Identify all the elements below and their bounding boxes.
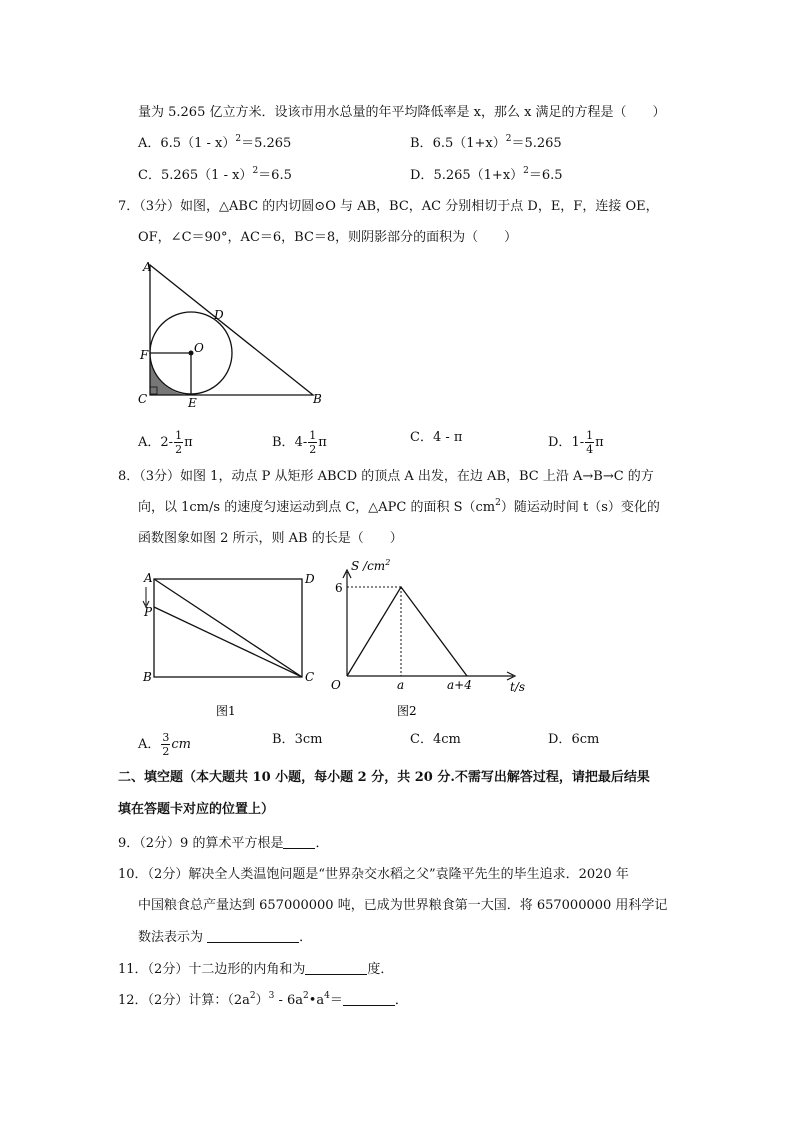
q6-stem-continuation: 量为 5.265 亿立方米．设该市用水总量的年平均降低率是 x，那么 x 满足的方程是（ ） <box>138 105 666 120</box>
q7-option-b: B．4- $\frac{1}{2}$ π <box>272 429 327 456</box>
label-f: F <box>140 348 149 362</box>
x-tick-a: a <box>397 678 405 692</box>
q8-figure2-graph <box>325 558 540 725</box>
x-axis-label: t/s <box>510 680 526 694</box>
label-d: D <box>214 308 224 322</box>
figure1-caption: 图1 <box>216 704 236 718</box>
q8-option-a: A． $\frac{3}{2}$ cm <box>138 731 191 758</box>
origin-label: O <box>331 678 341 692</box>
x-tick-a-plus-4: a+4 <box>447 678 472 692</box>
label-c: C <box>305 670 315 684</box>
center-point <box>189 351 194 356</box>
q10-stem-line2: 中国粮食总产量达到 657000000 吨，已成为世界粮食第一大国．将 657000000 用科学记 <box>138 898 668 913</box>
y-tick-6: 6 <box>335 581 343 595</box>
q10-answer-blank[interactable] <box>207 928 299 943</box>
y-axis-label: S $/cm^2$ <box>351 558 391 573</box>
q12-stem: 12．（2分）计算：$(2a^2)^3$ - $6a^2•a^4=$ ． <box>118 991 408 1008</box>
q12-answer-blank[interactable] <box>343 991 395 1006</box>
label-c: C <box>138 392 148 406</box>
q10-stem-line3: 数法表示为 ． <box>138 930 313 945</box>
q8-stem-line1: 8．（3分）如图 1，动点 P 从矩形 ABCD 的顶点 A 出发，在边 AB，BC 上沿 A→B→C 的方 <box>118 469 654 484</box>
label-b: B <box>313 392 322 406</box>
q6-option-c: C．5.265（1 - x）$^2$＝6.5 <box>138 166 292 183</box>
q6-option-a: A．6.5（1 - x）$^2$＝5.265 <box>138 134 292 151</box>
q7-stem-line2: OF，∠C＝90°，AC＝6，BC＝8，则阴影部分的面积为（ ） <box>138 230 518 245</box>
figure2-caption: 图2 <box>397 704 417 718</box>
q8-option-c: C．4cm <box>410 732 461 747</box>
label-a: A <box>144 571 153 585</box>
q7-option-d: D．1- $\frac{1}{4}$ π <box>548 429 604 456</box>
label-d: D <box>305 572 315 586</box>
triangle-abc <box>150 265 313 395</box>
label-a: A <box>143 260 152 274</box>
q7-stem-line1: 7．（3分）如图，△ABC 的内切圆⊙O 与 AB，BC，AC 分别相切于点 D，E，F，连接 OE， <box>118 199 659 214</box>
graph-line <box>347 587 467 676</box>
q6-option-b: B．$6.5(1+x)^2=5.265$ <box>410 134 562 151</box>
q9-stem: 9．（2分）9 的算术平方根是 ． <box>118 836 329 851</box>
q11-stem: 11．（2分）十二边形的内角和为 度． <box>118 962 394 977</box>
section2-heading-line2: 填在答题卡对应的位置上） <box>118 802 275 817</box>
q8-stem-line3: 函数图象如图 2 所示，则 AB 的长是（ ） <box>138 531 403 546</box>
q9-answer-blank[interactable] <box>283 834 315 849</box>
q7-triangle-figure <box>130 255 340 415</box>
segment-pc <box>154 607 302 677</box>
q6-option-d: D．$5.265(1+x)^2=6.5$ <box>410 166 563 183</box>
q7-option-a: A．2- $\frac{1}{2}$ π <box>138 429 193 456</box>
q8-option-b: B．3cm <box>272 732 323 747</box>
label-p: P <box>144 605 153 619</box>
q7-option-c: C．4 - π <box>410 430 463 445</box>
segment-ac <box>154 579 302 677</box>
label-b: B <box>143 670 152 684</box>
q11-answer-blank[interactable] <box>305 960 367 975</box>
q10-stem-line1: 10．（2分）解决全人类温饱问题是“世界杂交水稻之父”袁隆平先生的毕生追求．2020 年 <box>118 867 629 882</box>
label-e: E <box>188 396 197 410</box>
q8-stem-line2: 向，以 1cm/s 的速度匀速运动到点 C，△APC 的面积 $S(cm^2)$随运动时间 t（s）变化的 <box>138 498 660 515</box>
q8-figure1-rectangle <box>138 565 328 725</box>
label-o: O <box>194 341 204 355</box>
q8-option-d: D．6cm <box>548 732 600 747</box>
section2-heading-line1: 二、填空题（本大题共 10 小题，每小题 2 分，共 20 分.不需写出解答过程，请把最后结果 <box>118 770 650 785</box>
